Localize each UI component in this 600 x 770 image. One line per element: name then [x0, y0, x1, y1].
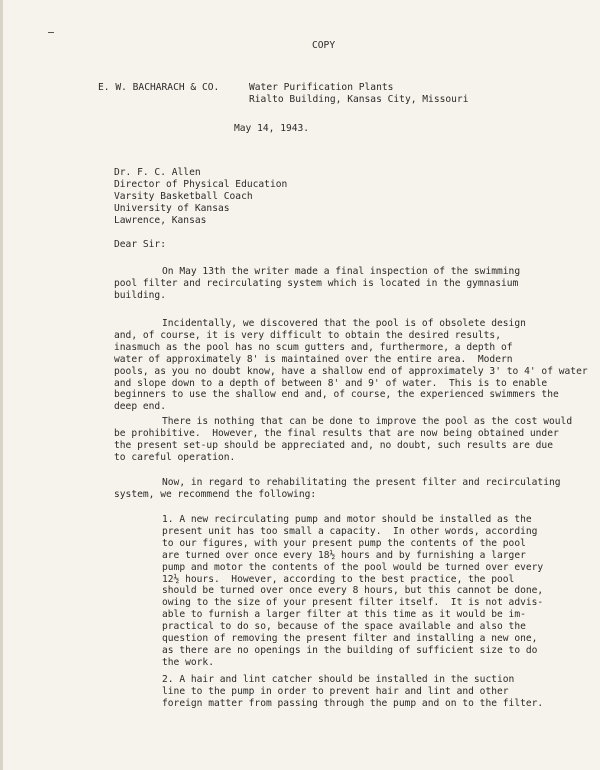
recipient-line: Director of Physical Education [114, 178, 288, 190]
paragraph-line: Now, in regard to rehabilitating the present filter and recirculating [162, 477, 561, 488]
recipient-line: Lawrence, Kansas [114, 214, 207, 226]
paragraph-line: There is nothing that can be done to improve the pool as the cost would [162, 416, 573, 427]
paragraph-line: inasmuch as the pool has no scum gutters and, furthermore, a depth of [114, 341, 513, 353]
item-line: 12½ hours. However, according to the best practice, the pool [162, 573, 515, 585]
paragraph-line: pools, as you no doubt know, have a shallow end of approximately 3' to 4' of water [114, 365, 588, 377]
letterhead-line-2: Rialto Building, Kansas City, Missouri [249, 94, 469, 105]
paragraph-line: On May 13th the writer made a final inspection of the swimming [162, 266, 521, 277]
paragraph-1 [114, 266, 520, 302]
item-line: should be turned over once every 8 hours, but this cannot be done, [162, 585, 544, 597]
recipient-line: Varsity Basketball Coach [114, 190, 253, 202]
letterhead-line-1: Water Purification Plants [249, 82, 394, 93]
recipient-line: Dr. F. C. Allen [114, 167, 201, 178]
recommendation-item-1 [162, 514, 543, 669]
salutation: Dear Sir: [114, 239, 166, 250]
paragraph-4 [114, 477, 561, 501]
paragraph-line: pool filter and recirculating system which is located in the gymnasium [114, 277, 519, 289]
copy-label: COPY [312, 40, 336, 51]
item-line: are turned over once every 18½ hours and by furnishing a larger [162, 549, 526, 561]
recipient-line: University of Kansas [114, 202, 230, 214]
paragraph-line: Incidentally, we discovered that the pool is of obsolete design [162, 318, 526, 329]
page-edge-shadow [0, 0, 3, 770]
recommendation-item-2 [162, 674, 543, 710]
paragraph-line: beginners to use the shallow end and, of course, the experienced swimmers the [114, 389, 559, 401]
item-line: line to the pump in order to prevent hair and lint and other [162, 685, 509, 697]
paragraph-line: be prohibitive. However, the final results that are now being obtained under [114, 427, 559, 439]
company-name: E. W. BACHARACH & CO. [98, 82, 220, 93]
letter-date: May 14, 1943. [234, 123, 310, 134]
paragraph-line: the present set-up should be appreciated and, no doubt, such results are due [114, 439, 553, 451]
paragraph-line: system, we recommend the following: [114, 488, 317, 500]
paragraph-line: deep end. [114, 401, 166, 413]
item-line: practical to do so, because of the space available and also the [162, 621, 526, 633]
item-line: foreign matter from passing through the pump and on to the filter. [162, 697, 544, 709]
margin-mark [48, 32, 54, 33]
item-line: 2. A hair and lint catcher should be installed in the suction [162, 674, 515, 685]
paragraph-2 [114, 318, 588, 413]
item-line: to our figures, with your present pump the contents of the pool [162, 537, 526, 549]
item-line: question of removing the present filter and installing a new one, [162, 633, 538, 645]
item-line: as there are no openings in the building of sufficient size to do [162, 644, 538, 656]
recipient-address [114, 167, 287, 227]
item-line: owing to the size of your present filter itself. It is not advis- [162, 597, 544, 609]
item-line: able to furnish a larger filter at this time as it would be im- [162, 609, 526, 621]
paragraph-line: water of approximately 8' is maintained over the entire area. Modern [114, 353, 513, 365]
paragraph-line: building. [114, 289, 166, 301]
paragraph-line: and slope down to a depth of between 8' and 9' of water. This is to enable [114, 377, 548, 389]
paragraph-3 [114, 416, 572, 464]
item-line: the work. [162, 656, 214, 668]
item-line: pump and motor the contents of the pool would be turned over every [162, 561, 544, 573]
item-line: present unit has too small a capacity. In other words, according [162, 525, 538, 537]
paragraph-line: to careful operation. [114, 451, 236, 463]
item-line: 1. A new recirculating pump and motor should be installed as the [162, 514, 532, 525]
paragraph-line: and, of course, it is very difficult to obtain the desired results, [114, 329, 501, 341]
